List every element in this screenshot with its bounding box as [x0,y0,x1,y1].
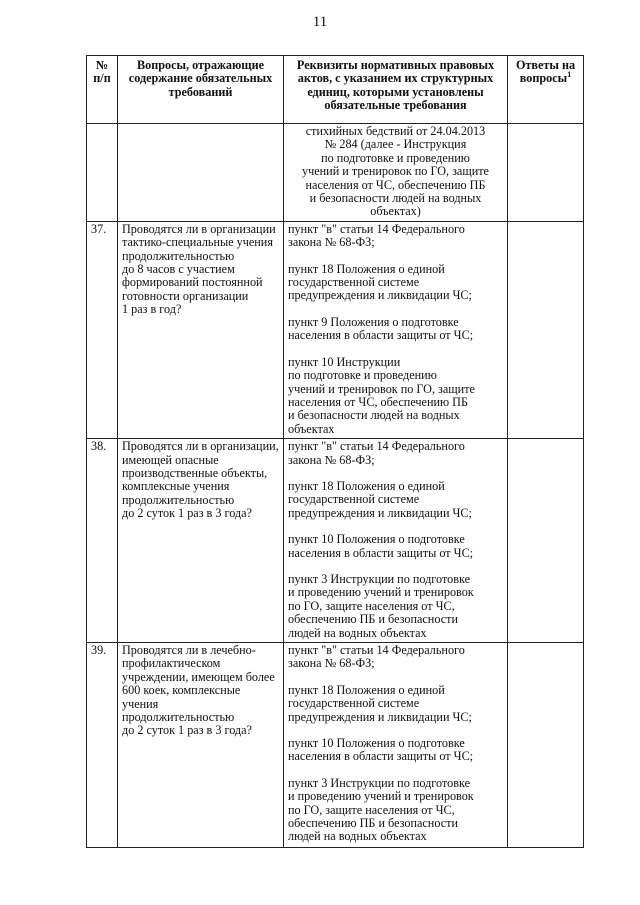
table-row [87,439,584,643]
table-row [87,221,584,438]
cell-num: 37. [87,221,118,438]
ref-paragraph: пункт 18 Положения о единой государственной системе предупреждения и ликвидации ЧС; [288,261,472,303]
cell-question: Проводятся ли в лечебно- профилактическом учреждении, имеющем более 600 коек, комплексные учения продолжительностью до 2 суток 1 раз в 3 года? [118,643,284,848]
cell-num: 38. [87,439,118,643]
requirements-table [86,55,584,848]
cell-question [118,124,284,222]
cell-refs [284,221,508,438]
cell-answer [508,124,584,222]
cell-answer [508,221,584,438]
header-answers-label: Ответы на вопросы [515,58,576,86]
cell-answer [508,643,584,848]
header-refs: Реквизиты нормативных правовых актов, с указанием их структурных единиц, которыми установлены обязательные требования [284,56,508,124]
cell-num: 39. [87,643,118,848]
header-num: № п/п [87,56,118,124]
ref-paragraph: пункт 3 Инструкции по подготовке и проведению учений и тренировок по ГО, защите населения от ЧС, обеспечению ПБ и безопасности людей на водных объектах [288,571,474,640]
header-questions: Вопросы, отражающие содержание обязательных требований [118,56,284,124]
cell-answer [508,439,584,643]
cell-num [87,124,118,222]
refs-continuation: стихийных бедствий от 24.04.2013 № 284 (далее - Инструкция по подготовке и проведению учений и тренировок по ГО, защите населения от ЧС, обеспечению ПБ и безопасности людей на водных объектах) [302,124,489,219]
cell-refs [284,439,508,643]
ref-paragraph: пункт 10 Положения о подготовке населения в области защиты от ЧС; [288,736,474,764]
table-row [87,643,584,848]
ref-paragraph: пункт "в" статьи 14 Федерального закона № 68-ФЗ; [288,221,465,250]
ref-paragraph: пункт 18 Положения о единой государственной системе предупреждения и ликвидации ЧС; [288,682,472,724]
footnote-marker: 1 [567,70,572,80]
table-header-row [87,56,584,124]
table-row-continuation [87,124,584,222]
ref-paragraph: пункт "в" статьи 14 Федерального закона № 68-ФЗ; [288,643,465,671]
cell-question: Проводятся ли в организации, имеющей опасные производственные объекты, комплексные учения продолжительностью до 2 суток 1 раз в 3 года? [118,439,284,643]
header-answers [508,56,584,124]
ref-paragraph: пункт 18 Положения о единой государственной системе предупреждения и ликвидации ЧС; [288,478,472,520]
cell-question: Проводятся ли в организации тактико-специальные учения продолжительностью до 8 часов с участием формирований постоянной готовности организации 1 раз в год? [118,221,284,438]
cell-refs [284,643,508,848]
cell-refs [284,124,508,222]
ref-paragraph: пункт 9 Положения о подготовке населения в области защиты от ЧС; [288,314,474,343]
ref-paragraph: пункт 10 Положения о подготовке населения в области защиты от ЧС; [288,532,474,560]
ref-paragraph: пункт 3 Инструкции по подготовке и проведению учений и тренировок по ГО, защите населения от ЧС, обеспечению ПБ и безопасности людей на водных объектах [288,775,474,844]
ref-paragraph: пункт "в" статьи 14 Федерального закона № 68-ФЗ; [288,439,465,467]
page-number: 11 [312,14,328,30]
ref-paragraph: пункт 10 Инструкции по подготовке и проведению учений и тренировок по ГО, защите населения от ЧС, обеспечению ПБ и безопасности людей на водных объектах [288,354,475,436]
